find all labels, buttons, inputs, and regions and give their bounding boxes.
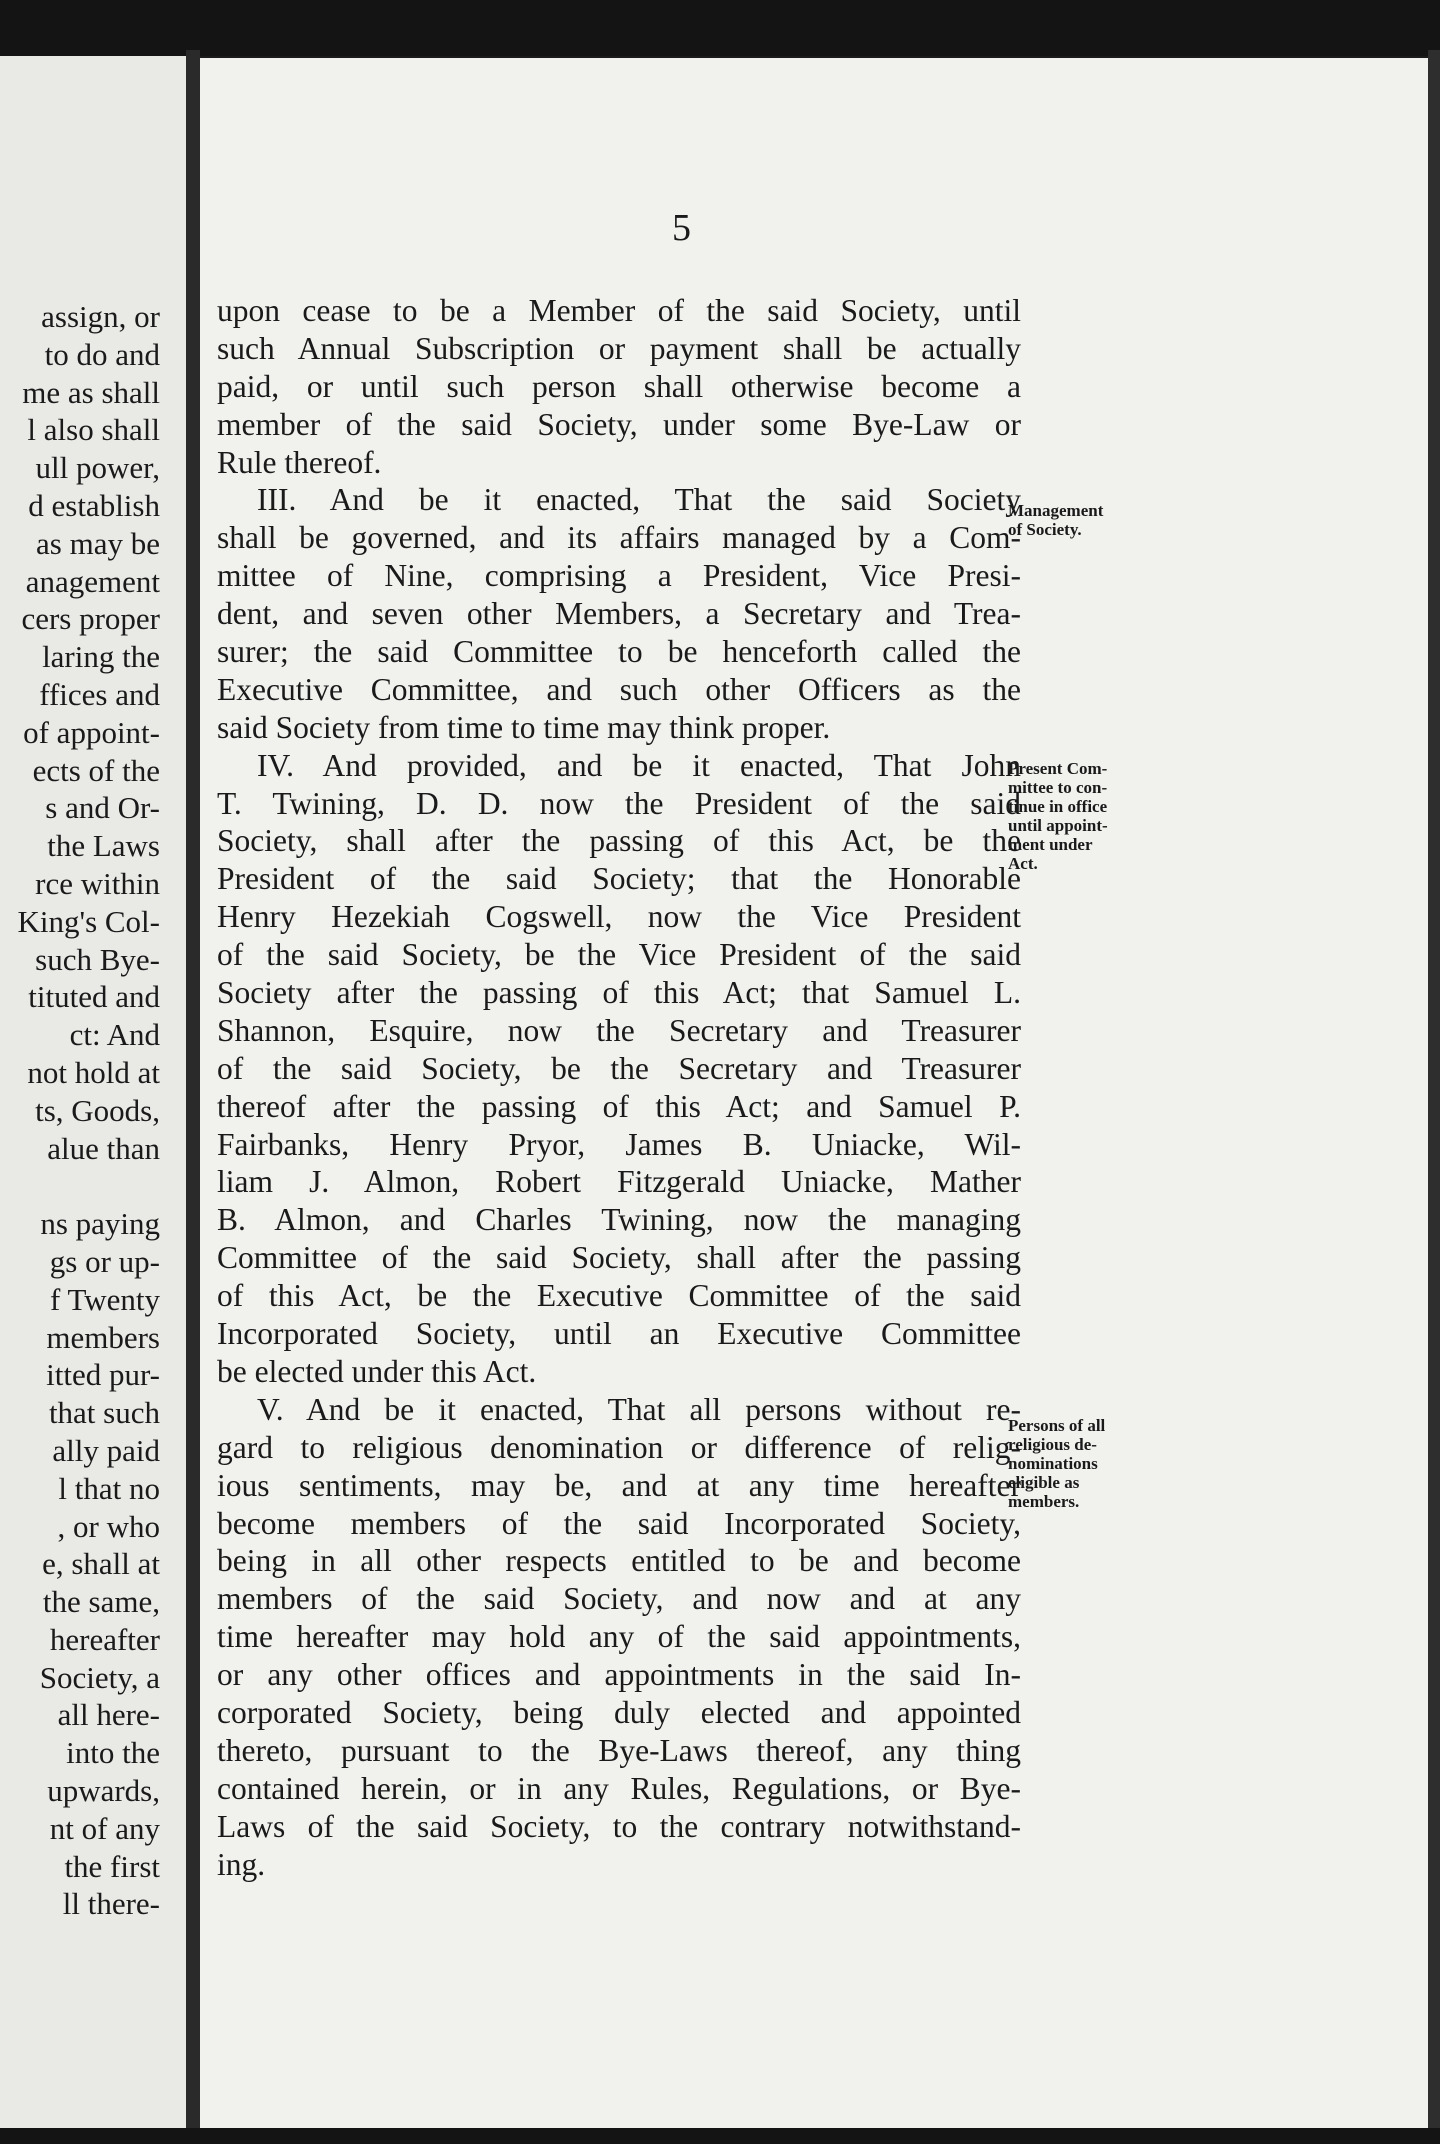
text-line: Society, shall after the passing of this Act, be the — [217, 823, 1021, 859]
facing-page-line: ct: And — [69, 1017, 160, 1053]
margin-note-line: members. — [1008, 1492, 1080, 1511]
text-line: Committee of the said Society, shall after the passing — [217, 1240, 1021, 1276]
facing-page-line: upwards, — [47, 1773, 160, 1809]
margin-note-line: eligible as — [1008, 1473, 1080, 1492]
facing-page-line: gs or up- — [49, 1243, 160, 1279]
text-line: Incorporated Society, until an Executive Committee — [217, 1316, 1021, 1352]
facing-page-line: ns paying — [40, 1206, 160, 1242]
facing-page-line: assign, or — [41, 299, 160, 334]
text-line: of the said Society, be the Vice President of the said — [217, 937, 1021, 973]
text-line: ious sentiments, may be, and at any time hereafter — [217, 1467, 1021, 1503]
text-line: members of the said Society, and now and at any — [217, 1581, 1021, 1617]
text-line: mittee of Nine, comprising a President, Vice Presi- — [217, 558, 1021, 594]
text-line: become members of the said Incorporated Society, — [217, 1505, 1021, 1541]
margin-note-line: Act. — [1008, 854, 1038, 873]
facing-page-line: , or who — [57, 1508, 160, 1544]
text-line: thereof after the passing of this Act; and Samuel P. — [217, 1088, 1021, 1124]
facing-page-line: l also shall — [27, 412, 160, 448]
margin-note-line: Present Com- — [1008, 759, 1108, 778]
facing-page-line: d establish — [28, 487, 160, 523]
facing-page-line: l that no — [58, 1470, 160, 1506]
facing-page-line: to do and — [44, 336, 160, 372]
text-line: Rule thereof. — [217, 444, 382, 480]
facing-page-line: hereafter — [49, 1621, 160, 1657]
facing-page-line: f Twenty — [49, 1281, 160, 1317]
text-line: Shannon, Esquire, now the Secretary and Treasurer — [217, 1012, 1021, 1048]
facing-page-line: into the — [66, 1735, 160, 1771]
facing-page-line: not hold at — [27, 1054, 160, 1090]
facing-page-line: me as shall — [22, 374, 160, 410]
text-line: Society after the passing of this Act; that Samuel L. — [217, 975, 1021, 1011]
page-number: 5 — [672, 207, 691, 249]
facing-page-line: ally paid — [52, 1432, 160, 1468]
facing-page — [0, 56, 186, 2128]
margin-note-persons-eligible — [1008, 1416, 1158, 1511]
margin-note-line: ment under — [1008, 835, 1093, 854]
facing-page-line: the same, — [42, 1584, 160, 1620]
paragraph — [217, 1391, 1021, 1884]
text-line: or any other offices and appointments in the said In- — [217, 1657, 1021, 1693]
margin-note-line: tinue in office — [1008, 797, 1108, 816]
facing-page-line: nt of any — [49, 1810, 160, 1846]
facing-page-line: ull power, — [35, 450, 160, 486]
scan-bottom-border — [0, 2128, 1440, 2144]
text-line: paid, or until such person shall otherwise become a — [217, 368, 1021, 404]
facing-page-line: of appoint- — [23, 714, 160, 750]
facing-page-line: members — [46, 1319, 160, 1355]
margin-note-line: religious de- — [1008, 1435, 1097, 1454]
facing-page-line: alue than — [47, 1130, 160, 1166]
facing-page-line: laring the — [42, 639, 160, 675]
text-line: member of the said Society, under some Bye-Law or — [217, 406, 1021, 442]
facing-page-line — [0, 1167, 160, 1205]
paragraph — [217, 747, 1021, 1391]
facing-page-line: ll there- — [62, 1886, 160, 1922]
text-line: shall be governed, and its affairs managed by a Com- — [217, 520, 1021, 556]
text-line: surer; the said Committee to be henceforth called the — [217, 634, 1021, 670]
facing-page-line: the first — [64, 1848, 160, 1884]
facing-page-line: cers proper — [21, 601, 160, 637]
text-line: liam J. Almon, Robert Fitzgerald Uniacke, Mather — [217, 1164, 1021, 1200]
text-line: of the said Society, be the Secretary and Treasurer — [217, 1050, 1021, 1086]
facing-page-line: the Laws — [47, 828, 160, 864]
facing-page-line: rce within — [35, 865, 160, 901]
text-line: President of the said Society; that the Honorable — [217, 861, 1021, 897]
text-line: upon cease to be a Member of the said Society, until — [217, 293, 1021, 328]
page — [200, 58, 1428, 2128]
text-line: V. And be it enacted, That all persons without re- — [257, 1391, 1021, 1427]
text-line: contained herein, or in any Rules, Regulations, or Bye- — [217, 1770, 1021, 1806]
text-line: said Society from time to time may think proper. — [217, 709, 831, 745]
margin-note-management — [1008, 501, 1158, 539]
facing-page-line: that such — [48, 1395, 160, 1431]
facing-page-text — [0, 298, 160, 1923]
text-line: T. Twining, D. D. now the President of the said — [217, 785, 1021, 821]
paragraph — [217, 481, 1021, 746]
text-line: of this Act, be the Executive Committee of the said — [217, 1278, 1021, 1314]
scan-right-border — [1428, 50, 1440, 2134]
margin-note-line: Persons of all — [1008, 1416, 1106, 1435]
facing-page-line: e, shall at — [42, 1546, 160, 1582]
facing-page-line: tituted and — [28, 979, 160, 1015]
text-line: being in all other respects entitled to be and become — [217, 1543, 1021, 1579]
book-gutter — [186, 50, 200, 2134]
facing-page-line: all here- — [57, 1697, 160, 1733]
facing-page-line: such Bye- — [35, 941, 160, 977]
facing-page-line: King's Col- — [17, 903, 160, 939]
text-line: Henry Hezekiah Cogswell, now the Vice President — [217, 899, 1021, 935]
facing-page-line: itted pur- — [46, 1357, 160, 1393]
body-text — [217, 292, 1021, 1883]
margin-note-present-committee — [1008, 759, 1158, 873]
text-line: thereto, pursuant to the Bye-Laws thereof, any thing — [217, 1732, 1021, 1768]
text-line: Laws of the said Society, to the contrary notwithstand- — [217, 1808, 1021, 1844]
facing-page-line: ects of the — [32, 752, 160, 788]
text-line: gard to religious denomination or difference of relig- — [217, 1429, 1021, 1465]
facing-page-line: ffices and — [39, 676, 160, 712]
text-line: IV. And provided, and be it enacted, That John — [257, 747, 1021, 783]
text-line: Fairbanks, Henry Pryor, James B. Uniacke, Wil- — [217, 1126, 1021, 1162]
margin-note-line: nominations — [1008, 1454, 1098, 1473]
facing-page-line: anagement — [25, 563, 160, 599]
paragraph — [217, 292, 1021, 481]
text-line: time hereafter may hold any of the said appointments, — [217, 1619, 1021, 1655]
text-line: dent, and seven other Members, a Secretary and Trea- — [217, 596, 1021, 632]
text-line: be elected under this Act. — [217, 1353, 537, 1389]
text-line: III. And be it enacted, That the said Society — [257, 482, 1021, 518]
text-line: such Annual Subscription or payment shall be actually — [217, 330, 1021, 366]
margin-note-line: mittee to con- — [1008, 778, 1108, 797]
margin-note-line: until appoint- — [1008, 816, 1108, 835]
facing-page-line: s and Or- — [45, 790, 160, 826]
text-line: corporated Society, being duly elected and appointed — [217, 1694, 1021, 1730]
text-line: Executive Committee, and such other Officers as the — [217, 671, 1021, 707]
margin-note-line: of Society. — [1008, 520, 1082, 539]
scan-top-border — [0, 0, 1440, 56]
text-line: ing. — [217, 1846, 266, 1882]
facing-page-line: as may be — [36, 525, 160, 561]
margin-note-line: Management — [1008, 501, 1104, 520]
text-line: B. Almon, and Charles Twining, now the managing — [217, 1202, 1021, 1238]
facing-page-line: Society, a — [39, 1659, 160, 1695]
facing-page-line: ts, Goods, — [35, 1092, 160, 1128]
